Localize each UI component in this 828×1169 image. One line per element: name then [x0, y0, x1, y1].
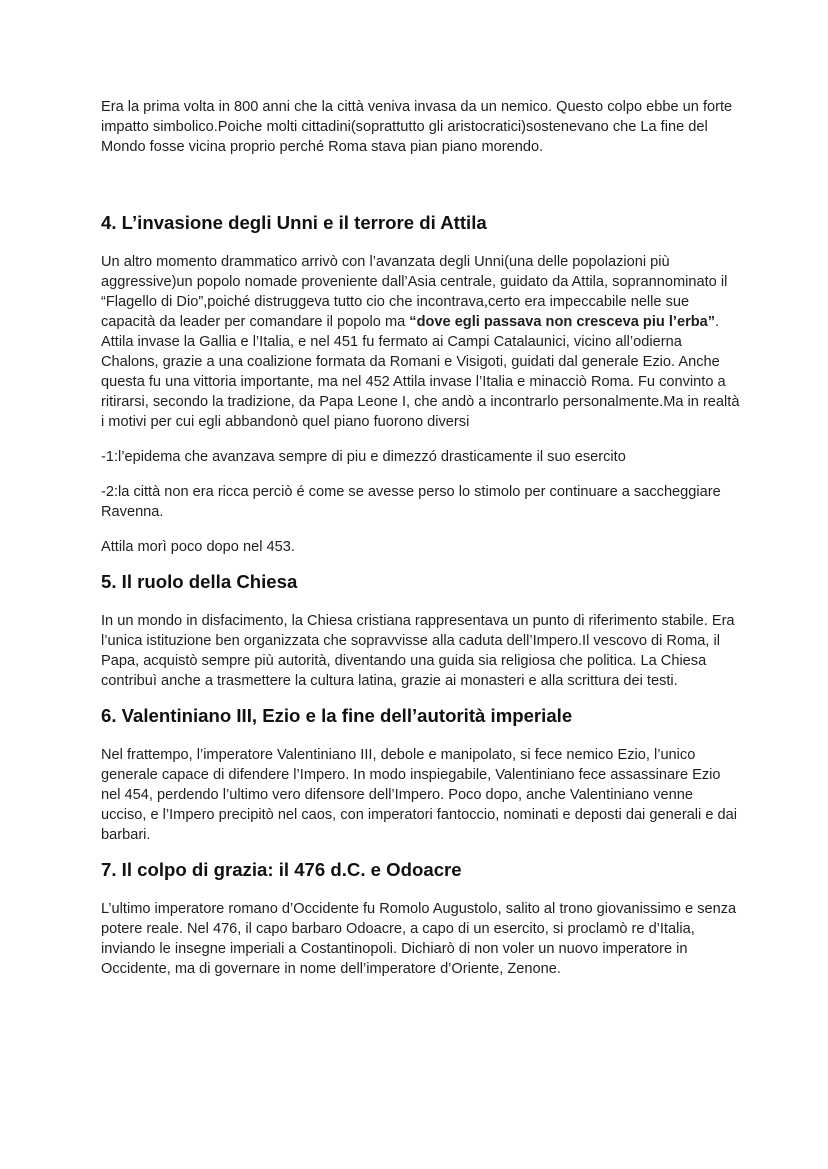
- intro-paragraph: Era la prima volta in 800 anni che la città veniva invasa da un nemico. Questo colpo ebbe un forte impatto simbolico.Poiche molti cittadini(soprattutto gli aristocratici)sostenevano che La fine del Mondo fosse vicina proprio perché Roma stava pian piano morendo.: [101, 99, 733, 155]
- section-6-heading: 6. Valentiniano III, Ezio e la fine dell’autorità imperiale: [101, 705, 573, 726]
- section-4-heading: 4. L’invasione degli Unni e il terrore di Attila: [101, 212, 487, 233]
- section-4-list-item-1: -1:l’epidema che avanzava sempre di piu e dimezzó drasticamente il suo esercito: [101, 449, 626, 465]
- section-4-paragraph: [101, 252, 741, 432]
- section-7-paragraph: L’ultimo imperatore romano d’Occidente fu Romolo Augustolo, salito al trono giovanissimo e senza potere reale. Nel 476, il capo barbaro Odoacre, a capo di un esercito, si proclamò re d’Italia, inviando le insegne imperiali a Costantinopoli. Dichiarò di non voler un nuovo imperatore in Occidente, ma di governare in nome dell’imperatore d’Oriente, Zenone.: [101, 901, 737, 977]
- document-page: [101, 97, 741, 992]
- section-5-heading: 5. Il ruolo della Chiesa: [101, 571, 298, 592]
- section-4-bold-quote: “dove egli passava non cresceva piu l’erba”: [409, 314, 716, 330]
- section-5-paragraph: In un mondo in disfacimento, la Chiesa cristiana rappresentava un punto di riferimento stabile. Era l’unica istituzione ben organizzata che sopravvisse alla caduta dell’Impero.Il vescovo di Roma, il Papa, acquistò sempre più autorità, diventando una guida sia religiosa che politica. La Chiesa contribuì anche a trasmettere la cultura latina, grazie ai monasteri e alla scrittura dei testi.: [101, 613, 735, 689]
- section-4-text-a: Un altro momento drammatico arrivò con l’avanzata degli Unni(una delle popolazioni più aggressive)un popolo nomade proveniente dall’Asia centrale, guidato da Attila, soprannominato il “Flagello di Dio”,poiché distruggeva tutto cio che incontrava,certo era impeccabile nelle sue capacità da leader per comandare il popolo ma: [101, 254, 728, 330]
- section-6-paragraph: Nel frattempo, l’imperatore Valentiniano III, debole e manipolato, si fece nemico Ezio, l’unico generale capace di difendere l’Impero. In modo inspiegabile, Valentiniano fece assassinare Ezio nel 454, perdendo l’ultimo vero difensore dell’Impero. Poco dopo, anche Valentiniano venne ucciso, e l’Impero precipitò nel caos, con imperatori fantoccio, nominati e deposti dai generali e dai barbari.: [101, 747, 737, 843]
- section-4-closing: Attila morì poco dopo nel 453.: [101, 539, 295, 555]
- section-4-list-item-2: -2:la città non era ricca perciò é come se avesse perso lo stimolo per continuare a saccheggiare Ravenna.: [101, 484, 721, 520]
- section-4-text-b: . Attila invase la Gallia e l’Italia, e nel 451 fu fermato ai Campi Catalaunici, vicino all’odierna Chalons, grazie a una coalizione formata da Romani e Visigoti, guidati dal generale Ezio. Anche questa fu una vittoria importante, ma nel 452 Attila invase l’Italia e minacciò Roma. Fu convinto a ritirarsi, secondo la tradizione, da Papa Leone I, che andò a incontrarlo personalmente.Ma in realtà i motivi per cui egli abbandonò quel piano fuorono diversi: [101, 314, 740, 430]
- section-7-heading: 7. Il colpo di grazia: il 476 d.C. e Odoacre: [101, 859, 462, 880]
